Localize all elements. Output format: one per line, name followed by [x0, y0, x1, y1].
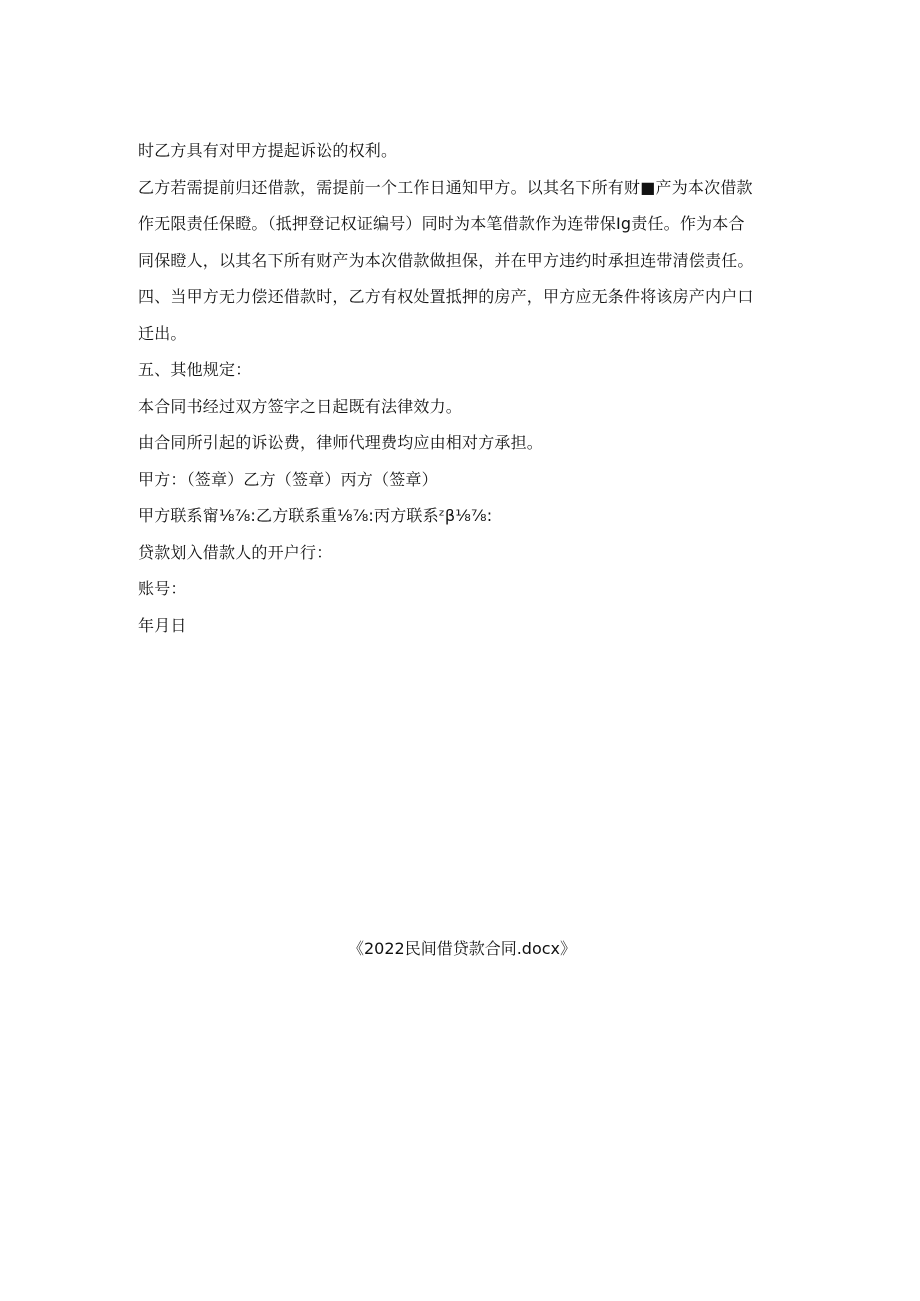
paragraph-line-litigation-right: 时乙方具有对甲方提起诉讼的权利。 — [138, 141, 398, 160]
section-heading-other-provisions: 五、其他规定： — [138, 360, 252, 379]
paragraph-line-guarantor: 同保瞪人，以其名下所有财产为本次借款做担保，并在甲方违约时承担连带清偿责任。 — [138, 250, 754, 270]
field-line-account: 账号： — [138, 579, 187, 598]
paragraph-line-early-repayment: 乙方若需提前归还借款，需提前一个工作日通知甲方。以其名下所有财■产为本次借款 — [138, 177, 753, 197]
document-body — [138, 133, 798, 644]
field-line-date: 年月日 — [138, 615, 187, 635]
paragraph-line-clause-four: 四、当甲方无力偿还借款时，乙方有权处置抵押的房产，甲方应无条件将该房产内户口 — [138, 287, 754, 306]
document-footer-title: 《2022民间借贷款合同.docx》 — [347, 939, 577, 958]
contact-line-parties: 甲方联系甯⅛⅞:乙方联系重⅛⅞:丙方联系ᶻβ⅛⅞: — [138, 506, 493, 525]
paragraph-line-legal-effect: 本合同书经过双方签字之日起既有法律效力。 — [138, 396, 463, 416]
paragraph-line-clause-four-cont: 迁出。 — [138, 323, 187, 343]
signature-line-parties: 甲方：（签章）乙方（签章）丙方（签章） — [138, 469, 438, 489]
field-line-bank: 贷款划入借款人的开户行： — [138, 542, 333, 562]
paragraph-line-unlimited-guarantee: 作无限责任保瞪。（抵押登记权证编号）同时为本笔借款作为连带保Ig责任。作为本合 — [138, 214, 745, 233]
paragraph-line-litigation-fees: 由合同所引起的诉讼费，律师代理费均应由相对方承担。 — [138, 433, 544, 452]
